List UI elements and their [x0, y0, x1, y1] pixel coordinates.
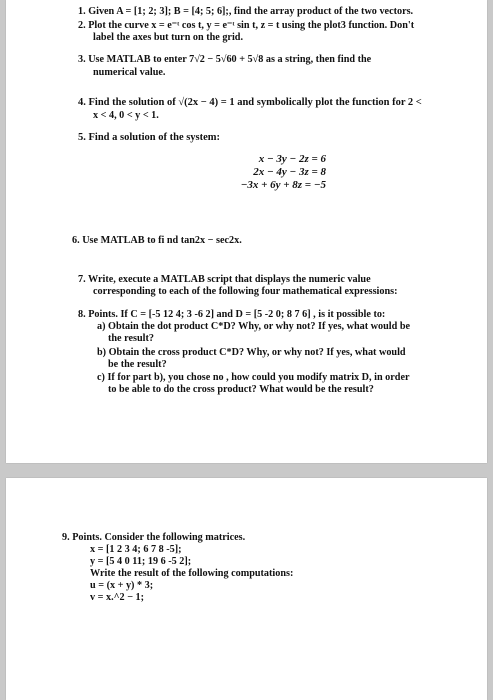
question-8b-continuation: be the result?: [108, 359, 167, 370]
question-9: [62, 532, 245, 544]
question-1: [78, 6, 413, 18]
question-number: 4.: [78, 97, 86, 108]
question-4: [78, 97, 422, 109]
question-4-continuation: x < 4, 0 < y < 1.: [93, 110, 159, 121]
question-text: Given A = [1; 2; 3]; B = [4; 5; 6];, find the array product of the two vectors.: [88, 6, 414, 17]
matrix-x-definition: x = [1 2 3 4; 6 7 8 -5];: [90, 544, 182, 555]
worksheet-page-2: [6, 478, 487, 700]
question-text: Plot the curve x = e⁻ᵗ cos t, y = e⁻ᵗ sin t, z = t using the plot3 function. Don't: [88, 20, 415, 31]
question-3: [78, 54, 371, 66]
question-text: Use MATLAB to fi nd tan2x − sec2x.: [82, 235, 242, 246]
equation-line: −3x + 6y + 8z = −5: [240, 179, 326, 191]
question-number: 1.: [78, 6, 86, 17]
computations-instruction: Write the result of the following computations:: [90, 568, 294, 579]
question-text: Points. If C = [-5 12 4; 3 -6 2] and D = [5 -2 0; 8 7 6] , is it possible to:: [88, 309, 386, 320]
question-text: Use MATLAB to enter 7√2 − 5√60 + 5√8 as a string, then find the: [88, 54, 372, 65]
question-7: [78, 274, 371, 286]
question-3-continuation: numerical value.: [93, 67, 166, 78]
question-8a: a) Obtain the dot product C*D? Why, or why not? If yes, what would be: [97, 321, 411, 332]
question-text: Points. Consider the following matrices.: [72, 532, 246, 543]
equation-line: x − 3y − 2z = 6: [258, 153, 326, 165]
question-8a-continuation: the result?: [108, 333, 154, 344]
question-number: 3.: [78, 54, 86, 65]
equation-line: 2x − 4y − 3z = 8: [253, 166, 326, 178]
computation-u: u = (x + y) * 3;: [90, 580, 154, 591]
question-number: 5.: [78, 132, 86, 143]
question-text: Find a solution of the system:: [88, 132, 221, 143]
question-7-continuation: corresponding to each of the following four mathematical expressions:: [93, 286, 398, 297]
question-number: 7.: [78, 274, 86, 285]
question-8c: c) If for part b), you chose no , how could you modify matrix D, in order: [97, 372, 410, 383]
worksheet-page-1: [6, 0, 487, 463]
question-number: 2.: [78, 20, 86, 31]
question-text: Write, execute a MATLAB script that displays the numeric value: [88, 274, 371, 285]
equation-system: [218, 153, 326, 192]
question-2: [78, 20, 414, 32]
question-2-continuation: label the axes but turn on the grid.: [93, 32, 243, 43]
question-number: 8.: [78, 309, 86, 320]
question-8c-continuation: to be able to do the cross product? What would be the result?: [108, 384, 374, 395]
question-number: 6.: [72, 235, 80, 246]
computation-v: v = x.^2 − 1;: [90, 592, 145, 603]
question-8: [78, 309, 385, 321]
matrix-y-definition: y = [5 4 0 11; 19 6 -5 2];: [90, 556, 192, 567]
question-number: 9.: [62, 532, 70, 543]
question-text: Find the solution of √(2x − 4) = 1 and symbolically plot the function for 2 <: [88, 97, 422, 108]
question-6: [72, 235, 242, 247]
question-5: [78, 132, 220, 144]
question-8b: b) Obtain the cross product C*D? Why, or why not? If yes, what would: [97, 347, 406, 358]
